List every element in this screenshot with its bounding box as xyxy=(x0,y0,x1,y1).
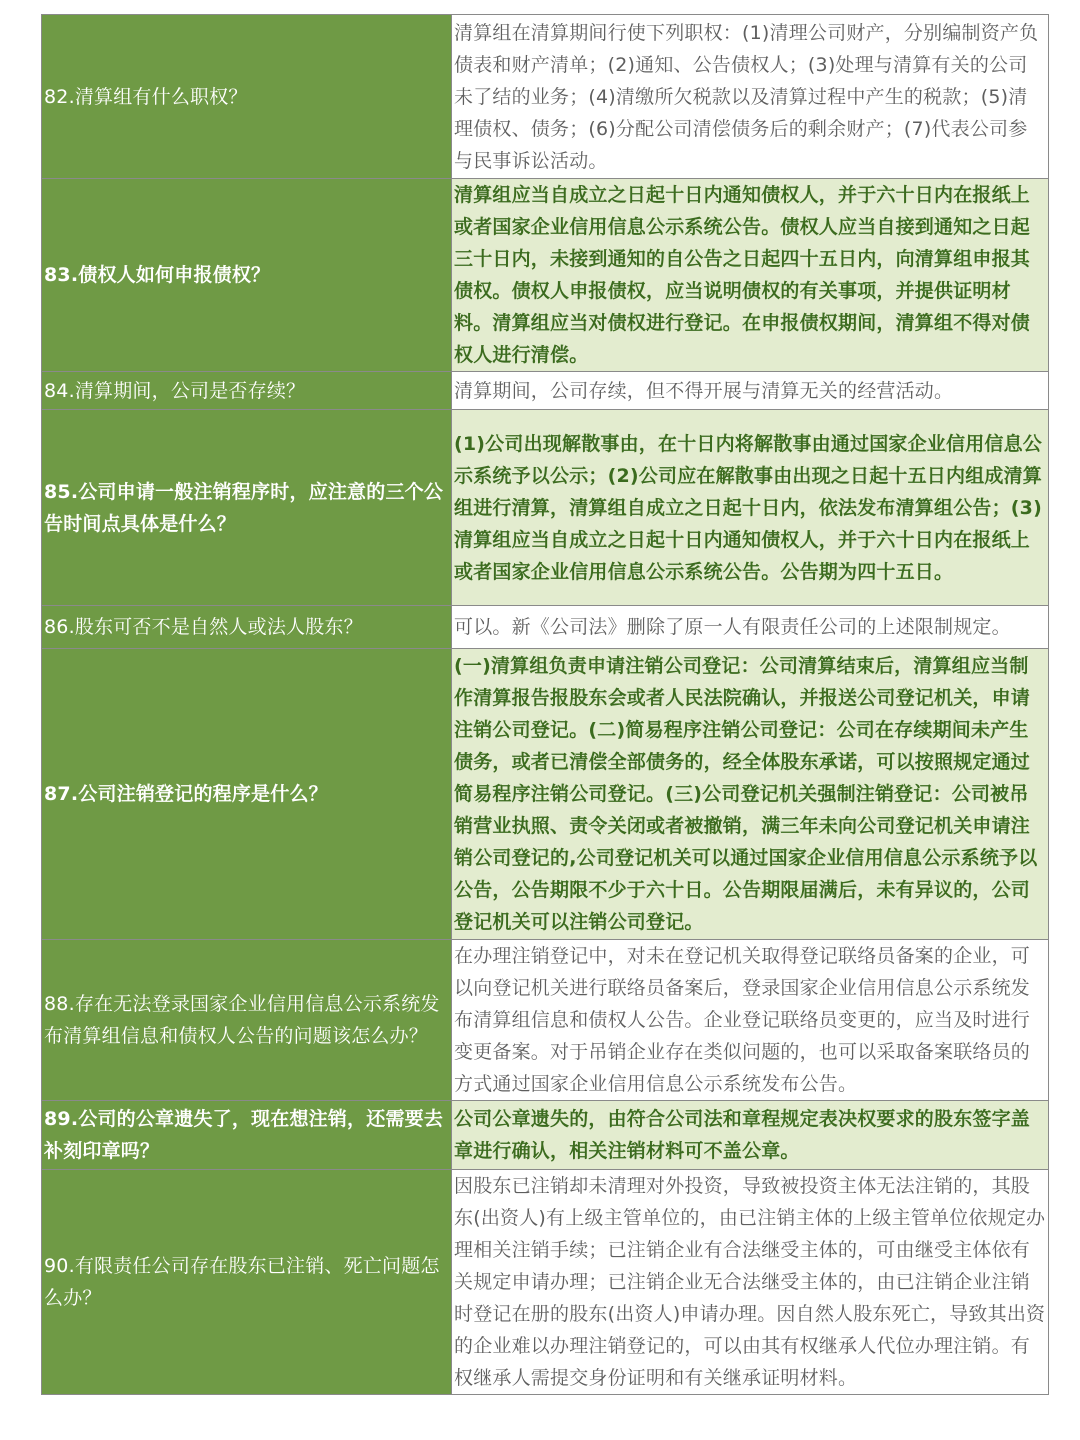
answer-90: 因股东已注销却未清理对外投资，导致被投资主体无法注销的，其股东(出资人)有上级主管单位的，由已注销主体的上级主管单位依规定办理相关注销手续；已注销企业有合法继受主体的，可由继受主体依有关规定申请办理；已注销企业无合法继受主体的，由已注销企业注销时登记在册的股东(出资人)申请办理。因自然人股东死亡，导致其出资的企业难以办理注销登记的，可以由其有权继承人代位办理注销。有权继承人需提交身份证明和有关继承证明材料。 xyxy=(452,1170,1049,1395)
question-82: 82.清算组有什么职权？ xyxy=(42,15,452,179)
table-row xyxy=(42,1101,1049,1170)
table-row xyxy=(42,940,1049,1101)
question-90: 90.有限责任公司存在股东已注销、死亡问题怎么办？ xyxy=(42,1170,452,1395)
table-row xyxy=(42,15,1049,179)
answer-85: (1)公司出现解散事由，在十日内将解散事由通过国家企业信用信息公示系统予以公示；(2)公司应在解散事由出现之日起十五日内组成清算组进行清算，清算组自成立之日起十日内，依法发布清算组公告；(3)清算组应当自成立之日起十日内通知债权人，并于六十日内在报纸上或者国家企业信用信息公示系统公告。公告期为四十五日。 xyxy=(452,410,1049,606)
question-86: 86.股东可否不是自然人或法人股东？ xyxy=(42,606,452,649)
answer-82: 清算组在清算期间行使下列职权：(1)清理公司财产，分别编制资产负债表和财产清单；(2)通知、公告债权人；(3)处理与清算有关的公司未了结的业务；(4)清缴所欠税款以及清算过程中产生的税款；(5)清理债权、债务；(6)分配公司清偿债务后的剩余财产；(7)代表公司参与民事诉讼活动。 xyxy=(452,15,1049,179)
answer-86: 可以。新《公司法》删除了原一人有限责任公司的上述限制规定。 xyxy=(452,606,1049,649)
table-row xyxy=(42,1170,1049,1395)
answer-87: (一)清算组负责申请注销公司登记：公司清算结束后，清算组应当制作清算报告报股东会或者人民法院确认，并报送公司登记机关，申请注销公司登记。(二)简易程序注销公司登记：公司在存续期间未产生债务，或者已清偿全部债务的，经全体股东承诺，可以按照规定通过简易程序注销公司登记。(三)公司登记机关强制注销登记：公司被吊销营业执照、责令关闭或者被撤销，满三年未向公司登记机关申请注销公司登记的,公司登记机关可以通过国家企业信用信息公示系统予以公告，公告期限不少于六十日。公告期限届满后，未有异议的，公司登记机关可以注销公司登记。 xyxy=(452,649,1049,940)
question-85: 85.公司申请一般注销程序时，应注意的三个公告时间点具体是什么？ xyxy=(42,410,452,606)
question-83: 83.债权人如何申报债权？ xyxy=(42,179,452,372)
table-row xyxy=(42,372,1049,410)
question-88: 88.存在无法登录国家企业信用信息公示系统发布清算组信息和债权人公告的问题该怎么办？ xyxy=(42,940,452,1101)
question-84: 84.清算期间，公司是否存续？ xyxy=(42,372,452,410)
answer-89: 公司公章遗失的，由符合公司法和章程规定表决权要求的股东签字盖章进行确认，相关注销材料可不盖公章。 xyxy=(452,1101,1049,1170)
answer-83: 清算组应当自成立之日起十日内通知债权人，并于六十日内在报纸上或者国家企业信用信息公示系统公告。债权人应当自接到通知之日起三十日内，未接到通知的自公告之日起四十五日内，向清算组申报其债权。债权人申报债权，应当说明债权的有关事项，并提供证明材料。清算组应当对债权进行登记。在申报债权期间，清算组不得对债权人进行清偿。 xyxy=(452,179,1049,372)
table-row xyxy=(42,649,1049,940)
table-row xyxy=(42,410,1049,606)
question-87: 87.公司注销登记的程序是什么？ xyxy=(42,649,452,940)
table-row xyxy=(42,179,1049,372)
question-89: 89.公司的公章遗失了，现在想注销，还需要去补刻印章吗？ xyxy=(42,1101,452,1170)
table-row xyxy=(42,606,1049,649)
answer-84: 清算期间，公司存续，但不得开展与清算无关的经营活动。 xyxy=(452,372,1049,410)
faq-table xyxy=(41,14,1049,1395)
answer-88: 在办理注销登记中，对未在登记机关取得登记联络员备案的企业，可以向登记机关进行联络员备案后，登录国家企业信用信息公示系统发布清算组信息和债权人公告。企业登记联络员变更的，应当及时进行变更备案。对于吊销企业存在类似问题的，也可以采取备案联络员的方式通过国家企业信用信息公示系统发布公告。 xyxy=(452,940,1049,1101)
